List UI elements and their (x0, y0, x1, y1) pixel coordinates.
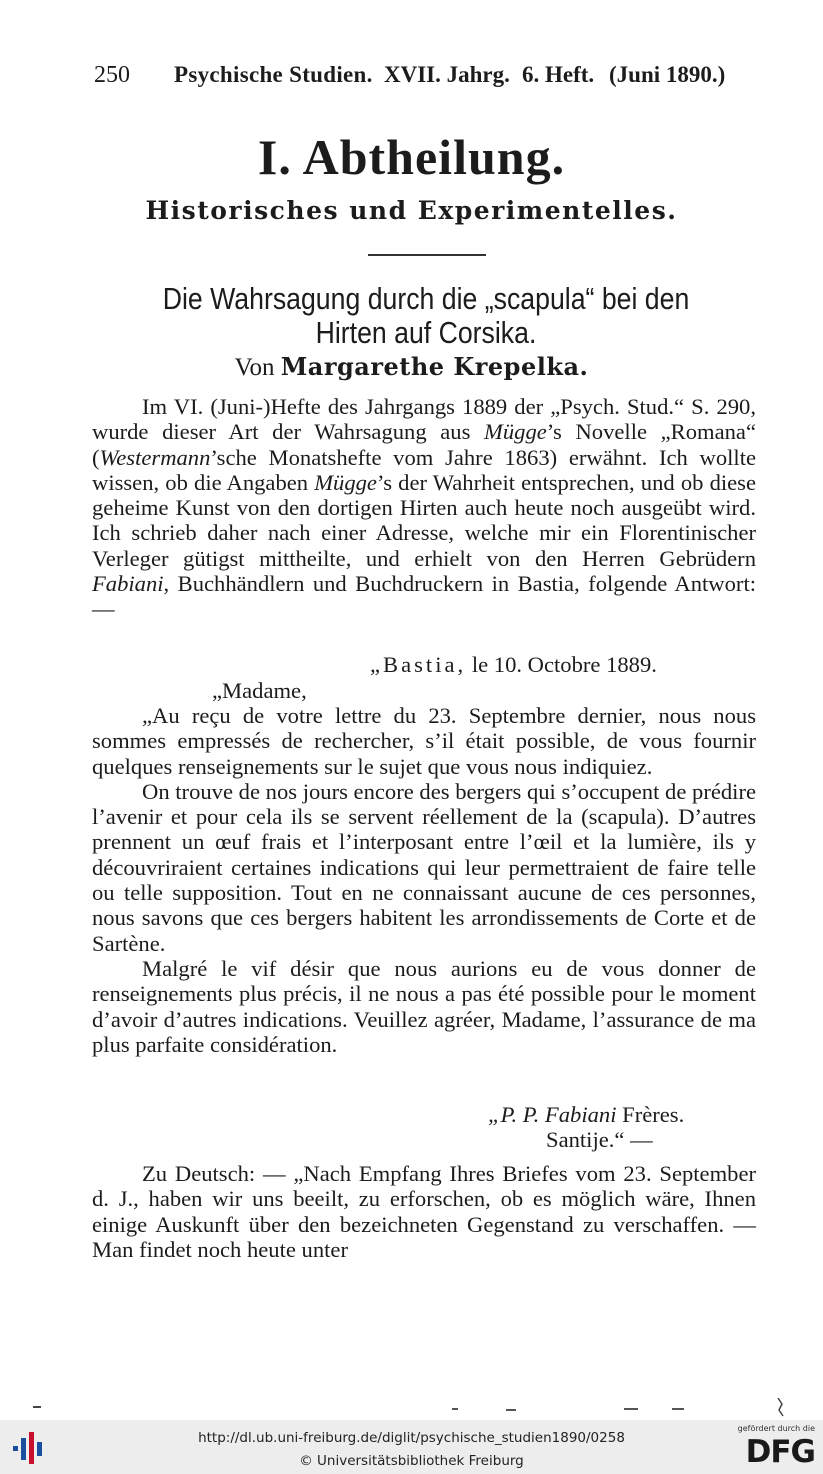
letter-dateline (370, 652, 657, 678)
intro-paragraph (92, 394, 756, 622)
byline-prefix: Von (234, 354, 275, 381)
footer-bar (0, 1420, 823, 1474)
letter-signature (488, 1102, 684, 1128)
letter-body (92, 703, 756, 1057)
title-divider (368, 254, 486, 256)
signature-name: „P. P. Fabiani (488, 1102, 617, 1127)
scan-specks (0, 1398, 823, 1418)
footer-copyright: © Universitätsbibliothek Freiburg (299, 1453, 524, 1469)
text-run: ’s der Wahrheit entsprechen, und ob diese geheime Kunst von den dortigen Hirten auch heute noch ausgeübt wird. Ich schrieb daher nach einer Adresse, welche mir ein Florentinischer Verleger gütigst mittheilte, und erhielt von den Herren Gebrüdern (92, 469, 756, 571)
funding-note: gefördert durch die (737, 1424, 815, 1433)
dateline-city: „Bastia, (370, 652, 467, 677)
text-run: ’s Novelle „Romana“ ( (92, 419, 756, 470)
issue-date: (Juni 1890.) (609, 62, 726, 87)
signature-freres: Frères. (622, 1102, 685, 1127)
text-run: ’sche Monatshefte vom Jahre 1863) erwähnt. Ich wollte wissen, ob die Angaben (92, 444, 756, 495)
article-title: Die Wahrsagung durch die „scapula“ bei den Hirten auf Corsika. (162, 281, 690, 350)
page-number: 250 (94, 62, 130, 88)
dateline-date: le 10. Octobre 1889. (471, 652, 657, 677)
italic-name: Fabiani (92, 571, 164, 597)
italic-name: Mügge (314, 469, 377, 495)
dfg-logo: DFG (745, 1434, 815, 1470)
letter-salutation: „Madame, (212, 678, 307, 703)
letter-paragraph: On trouve de nos jours encore des bergers qui s’occupent de prédire l’avenir et pour cela ils se servent réellement de la (scapula). D’autres prennent un œuf frais et l’interposant entre l’œil et la lumière, ils y découvriraient certaines indications qui leur permettraient de faire telle ou telle supposition. Tout en ne connaissant aucune de ces personnes, nous savons que ces bergers habitent les arrondissements de Corte et de Sartène. (92, 778, 756, 956)
translation-text: Zu Deutsch: — „Nach Empfang Ihres Briefes vom 23. September d. J., haben wir uns beeilt, zu erforschen, ob es möglich wäre, Ihnen einige Auskunft über den bezeichneten Gegenstand zu verschaffen. — Man findet noch heute unter (92, 1161, 756, 1262)
italic-name: Mügge (484, 419, 547, 445)
byline (0, 352, 823, 382)
section-title: I. Abtheilung. (257, 129, 566, 185)
text-run: , Buchhändlern und Buchdruckern in Bastia, folgende Antwort: — (92, 571, 756, 622)
issue-label: 6. Heft. (522, 62, 595, 87)
text-run: Im VI. (Juni-)Hefte des Jahrgangs 1889 der „Psych. Stud.“ S. 290, wurde dieser Art der Wahrsagung aus (92, 394, 756, 445)
running-head (92, 62, 732, 96)
journal-name: Psychische Studien. (174, 62, 373, 87)
footer-url-link[interactable]: http://dl.ub.uni-freiburg.de/diglit/psychische_studien1890/0258 (198, 1430, 625, 1446)
letter-paragraph: „Au reçu de votre lettre du 23. Septembre dernier, nous nous sommes empressés de rechercher, s’il était possible, de vous fournir quelques renseignements sur le sujet que vous nous indiquiez. (92, 703, 756, 779)
italic-name: Westermann (99, 444, 211, 470)
author-name: Margarethe Krepelka. (280, 352, 589, 381)
volume-label: XVII. Jahrg. (384, 62, 510, 87)
letter-paragraph: Malgré le vif désir que nous aurions eu de vous donner de renseignements plus précis, il ne nous a pas été possible pour le moment d’avoir d’autres indications. Veuillez agréer, Madame, l’assurance de ma plus parfaite considération. (92, 955, 756, 1057)
section-subtitle: Historisches und Experimentelles. (145, 196, 678, 225)
translation-paragraph (92, 1161, 756, 1262)
letter-signature-place: Santije.“ — (546, 1127, 653, 1152)
